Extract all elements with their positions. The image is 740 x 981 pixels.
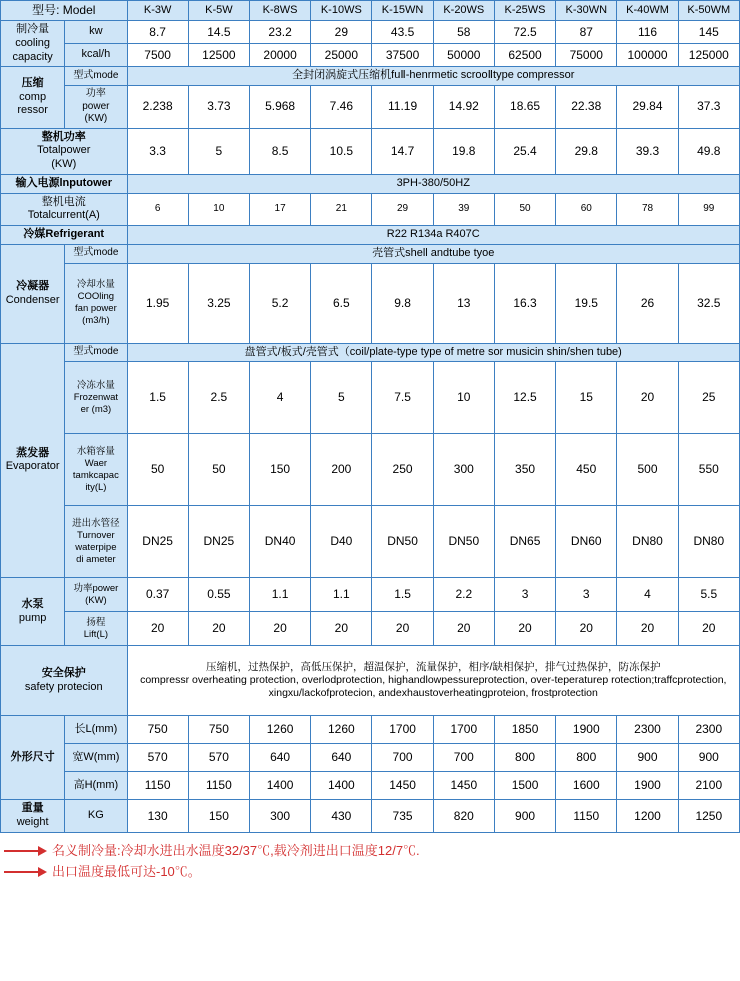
dimension-width-7: 800 <box>494 744 555 772</box>
weight-8: 1150 <box>556 800 617 833</box>
total-power-7: 25.4 <box>494 128 555 174</box>
pump-power-label-unit: (KW) <box>85 594 107 606</box>
safety-label <box>1 646 128 716</box>
dimension-width-3: 640 <box>249 744 310 772</box>
evaporator-tank-5: 250 <box>372 434 433 506</box>
condenser-label <box>1 244 65 343</box>
condenser-water-7: 16.3 <box>494 263 555 343</box>
arrow-icon <box>4 866 50 878</box>
safety-label-cn: 安全保护 <box>41 667 86 679</box>
dimension-length-9: 2300 <box>617 716 678 744</box>
cooling-kcal-4: 25000 <box>311 44 372 67</box>
evaporator-tank-label <box>65 434 127 506</box>
evaporator-pipe-6: DN50 <box>433 506 494 578</box>
table-row-weight <box>1 800 740 833</box>
model-k50wm: K-50WM <box>678 1 739 21</box>
total-power-5: 14.7 <box>372 128 433 174</box>
model-k8ws: K-8WS <box>249 1 310 21</box>
dimension-width-6: 700 <box>433 744 494 772</box>
evaporator-frozen-3: 4 <box>249 362 310 434</box>
compressor-power-1: 2.238 <box>127 86 188 129</box>
dimension-width-2: 570 <box>188 744 249 772</box>
pump-lift-10: 20 <box>678 612 739 646</box>
dimension-unit-width: 宽W(mm) <box>65 744 127 772</box>
weight-5: 735 <box>372 800 433 833</box>
table-row-model <box>1 1 740 21</box>
dimension-length-7: 1850 <box>494 716 555 744</box>
total-power-1: 3.3 <box>127 128 188 174</box>
footnote-1 <box>4 841 736 862</box>
weight-2: 150 <box>188 800 249 833</box>
weight-7: 900 <box>494 800 555 833</box>
total-power-label <box>1 128 128 174</box>
evaporator-tank-1: 50 <box>127 434 188 506</box>
table-row-evaporator-tank <box>1 434 740 506</box>
compressor-type-label: 型式mode <box>65 67 127 86</box>
table-row-cooling-kcal <box>1 44 740 67</box>
model-k25ws: K-25WS <box>494 1 555 21</box>
evaporator-pipe-5: DN50 <box>372 506 433 578</box>
evaporator-frozen-label-cn: 冷冻水量 <box>76 379 115 391</box>
pump-lift-5: 20 <box>372 612 433 646</box>
table-row-refrigerant <box>1 226 740 245</box>
evaporator-type-value: 盘管式/板式/壳管式（coil/plate-type type of metre sor musicin shin/shen tube) <box>127 343 739 362</box>
pump-power-10: 5.5 <box>678 578 739 612</box>
cooling-kcal-10: 125000 <box>678 44 739 67</box>
cooling-kcal-8: 75000 <box>556 44 617 67</box>
dimension-width-5: 700 <box>372 744 433 772</box>
pump-power-label-cn: 功率power <box>73 582 119 594</box>
pump-power-7: 3 <box>494 578 555 612</box>
evaporator-tank-4: 200 <box>311 434 372 506</box>
evaporator-pipe-1: DN25 <box>127 506 188 578</box>
table-row-safety <box>1 646 740 716</box>
model-k40wm: K-40WM <box>617 1 678 21</box>
cooling-unit-kw: kw <box>65 21 127 44</box>
dimension-length-2: 750 <box>188 716 249 744</box>
weight-label-cn: 重量 <box>21 802 44 815</box>
model-k10ws: K-10WS <box>311 1 372 21</box>
table-row-condenser-water <box>1 263 740 343</box>
cooling-kw-9: 116 <box>617 21 678 44</box>
table-row-dimension-length <box>1 716 740 744</box>
total-power-3: 8.5 <box>249 128 310 174</box>
total-power-9: 39.3 <box>617 128 678 174</box>
evaporator-tank-label-en1: Waer <box>84 457 108 469</box>
cooling-kw-1: 8.7 <box>127 21 188 44</box>
evaporator-frozen-2: 2.5 <box>188 362 249 434</box>
pump-label-cn: 水泵 <box>21 598 44 610</box>
pump-power-4: 1.1 <box>311 578 372 612</box>
table-row-evaporator-type <box>1 343 740 362</box>
pump-lift-3: 20 <box>249 612 310 646</box>
cooling-kw-10: 145 <box>678 21 739 44</box>
evaporator-label-cn: 蒸发器 <box>16 446 50 459</box>
evaporator-frozen-10: 25 <box>678 362 739 434</box>
pump-lift-6: 20 <box>433 612 494 646</box>
evaporator-pipe-label-en1: Turnover <box>77 529 115 541</box>
table-row-compressor-type <box>1 67 740 86</box>
evaporator-pipe-label-cn: 进出水管径 <box>72 518 120 529</box>
evaporator-tank-2: 50 <box>188 434 249 506</box>
model-k5w: K-5W <box>188 1 249 21</box>
evaporator-pipe-label <box>65 506 127 578</box>
table-row-cooling-kw <box>1 21 740 44</box>
compressor-label-cn: 压缩 <box>21 76 44 89</box>
dimension-height-5: 1450 <box>372 772 433 800</box>
dimension-length-5: 1700 <box>372 716 433 744</box>
dimension-height-3: 1400 <box>249 772 310 800</box>
compressor-power-6: 14.92 <box>433 86 494 129</box>
dimension-height-2: 1150 <box>188 772 249 800</box>
dimension-height-9: 1900 <box>617 772 678 800</box>
evaporator-frozen-5: 7.5 <box>372 362 433 434</box>
table-row-evaporator-frozen <box>1 362 740 434</box>
condenser-water-4: 6.5 <box>311 263 372 343</box>
condenser-fan-label-en1: COOling <box>77 291 115 303</box>
dimension-length-6: 1700 <box>433 716 494 744</box>
cooling-capacity-label <box>1 21 65 67</box>
compressor-power-10: 37.3 <box>678 86 739 129</box>
dimension-length-4: 1260 <box>311 716 372 744</box>
condenser-water-5: 9.8 <box>372 263 433 343</box>
compressor-label <box>1 67 65 128</box>
model-label: 型号: Model <box>1 1 128 21</box>
table-row-total-current <box>1 193 740 226</box>
compressor-power-9: 29.84 <box>617 86 678 129</box>
cooling-kw-6: 58 <box>433 21 494 44</box>
cooling-kw-5: 43.5 <box>372 21 433 44</box>
pump-lift-7: 20 <box>494 612 555 646</box>
weight-6: 820 <box>433 800 494 833</box>
total-current-2: 10 <box>188 193 249 226</box>
evaporator-pipe-7: DN65 <box>494 506 555 578</box>
footnote-2-text: 出口温度最低可达-10℃。 <box>52 863 201 879</box>
weight-9: 1200 <box>617 800 678 833</box>
evaporator-pipe-8: DN60 <box>556 506 617 578</box>
evaporator-frozen-7: 12.5 <box>494 362 555 434</box>
dimension-height-1: 1150 <box>127 772 188 800</box>
evaporator-frozen-4: 5 <box>311 362 372 434</box>
total-power-label-cn: 整机功率 <box>41 130 86 143</box>
model-k15wn: K-15WN <box>372 1 433 21</box>
dimension-width-1: 570 <box>127 744 188 772</box>
total-current-label-en: Totalcurrent(A) <box>27 209 100 222</box>
cooling-kcal-1: 7500 <box>127 44 188 67</box>
evaporator-pipe-label-en2: waterpipe <box>75 541 117 553</box>
dimension-unit-height: 高H(mm) <box>65 772 127 800</box>
safety-value <box>127 646 739 716</box>
pump-power-2: 0.55 <box>188 578 249 612</box>
pump-lift-label-cn: 扬程 <box>86 616 106 628</box>
cooling-kcal-2: 12500 <box>188 44 249 67</box>
total-current-4: 21 <box>311 193 372 226</box>
compressor-type-value: 全封闭涡旋式压缩机fuⅡ-henrmetic scrooⅡtype compressor <box>127 67 739 86</box>
table-row-condenser-type <box>1 244 740 263</box>
total-current-7: 50 <box>494 193 555 226</box>
pump-power-6: 2.2 <box>433 578 494 612</box>
weight-label-en: weight <box>16 816 49 828</box>
evaporator-frozen-9: 20 <box>617 362 678 434</box>
cooling-kw-7: 72.5 <box>494 21 555 44</box>
model-k30wn: K-30WN <box>556 1 617 21</box>
weight-label <box>1 800 65 833</box>
cooling-kw-3: 23.2 <box>249 21 310 44</box>
dimension-height-7: 1500 <box>494 772 555 800</box>
compressor-label-en2: ressor <box>17 104 48 117</box>
weight-unit: KG <box>65 800 127 833</box>
condenser-water-9: 26 <box>617 263 678 343</box>
evaporator-pipe-9: DN80 <box>617 506 678 578</box>
condenser-fan-label-cn: 冷却水量 <box>76 279 115 291</box>
condenser-type-value: 壳管式shell andtube tyoe <box>127 244 739 263</box>
evaporator-pipe-3: DN40 <box>249 506 310 578</box>
condenser-fan-label-en2: fan power <box>75 303 117 314</box>
safety-text-en: compressr overheating protection, overlodprotection, highandlowpessureprotection, over-teperaturep rotection;traffcprotection, xingxu/lackofprotecion, andexhaustoverheatingproteion, frostprotection <box>140 674 727 700</box>
compressor-power-8: 22.38 <box>556 86 617 129</box>
condenser-water-1: 1.95 <box>127 263 188 343</box>
weight-10: 1250 <box>678 800 739 833</box>
condenser-water-10: 32.5 <box>678 263 739 343</box>
input-power-label: 输入电源lnputower <box>1 174 128 193</box>
pump-lift-4: 20 <box>311 612 372 646</box>
evaporator-pipe-label-en3: di ameter <box>76 553 116 565</box>
refrigerant-value: R22 R134a R407C <box>127 226 739 245</box>
total-current-label <box>1 193 128 226</box>
evaporator-frozen-8: 15 <box>556 362 617 434</box>
total-power-6: 19.8 <box>433 128 494 174</box>
compressor-power-label-cn: 功率 <box>85 88 106 99</box>
footnote-1-text: 名义制冷量:冷却水进出水温度32/37℃,载冷剂进出口温度12/7℃. <box>52 842 420 858</box>
evaporator-tank-9: 500 <box>617 434 678 506</box>
table-row-total-power <box>1 128 740 174</box>
cooling-kw-8: 87 <box>556 21 617 44</box>
dimension-length-1: 750 <box>127 716 188 744</box>
model-k20ws: K-20WS <box>433 1 494 21</box>
cooling-kw-2: 14.5 <box>188 21 249 44</box>
total-current-5: 29 <box>372 193 433 226</box>
cooling-capacity-label-en2: capacity <box>12 50 53 63</box>
evaporator-label-en: Evaporator <box>5 460 60 473</box>
dimension-length-3: 1260 <box>249 716 310 744</box>
weight-3: 300 <box>249 800 310 833</box>
condenser-fan-label <box>65 263 127 343</box>
pump-lift-label <box>65 612 127 646</box>
evaporator-tank-8: 450 <box>556 434 617 506</box>
total-current-8: 60 <box>556 193 617 226</box>
total-current-6: 39 <box>433 193 494 226</box>
safety-label-en: safety protecion <box>24 680 103 693</box>
total-power-2: 5 <box>188 128 249 174</box>
dimension-width-9: 900 <box>617 744 678 772</box>
evaporator-frozen-label-en1: Frozenwat <box>73 391 119 403</box>
total-power-label-en: Totalpower <box>37 144 91 157</box>
total-current-label-cn: 整机电流 <box>41 195 86 208</box>
pump-power-5: 1.5 <box>372 578 433 612</box>
dimension-height-8: 1600 <box>556 772 617 800</box>
weight-4: 430 <box>311 800 372 833</box>
dimension-length-10: 2300 <box>678 716 739 744</box>
pump-lift-label-en: Lift(L) <box>83 628 109 640</box>
table-row-dimension-width <box>1 744 740 772</box>
total-power-label-unit: (KW) <box>51 158 77 170</box>
evaporator-frozen-label <box>65 362 127 434</box>
table-row-dimension-height <box>1 772 740 800</box>
dimension-width-8: 800 <box>556 744 617 772</box>
compressor-power-2: 3.73 <box>188 86 249 129</box>
condenser-water-3: 5.2 <box>249 263 310 343</box>
evaporator-pipe-2: DN25 <box>188 506 249 578</box>
table-row-input-power <box>1 174 740 193</box>
total-power-4: 10.5 <box>311 128 372 174</box>
table-row-compressor-power <box>1 86 740 129</box>
pump-power-label <box>65 578 127 612</box>
table-row-evaporator-pipe <box>1 506 740 578</box>
total-current-1: 6 <box>127 193 188 226</box>
evaporator-pipe-10: DN80 <box>678 506 739 578</box>
evaporator-frozen-6: 10 <box>433 362 494 434</box>
dimension-unit-length: 长L(mm) <box>65 716 127 744</box>
cooling-unit-kcal: kcal/h <box>65 44 127 67</box>
condenser-label-cn: 冷凝器 <box>16 279 50 292</box>
evaporator-frozen-1: 1.5 <box>127 362 188 434</box>
compressor-power-5: 11.19 <box>372 86 433 129</box>
cooling-kw-4: 29 <box>311 21 372 44</box>
compressor-label-en1: comp <box>19 90 47 103</box>
total-current-3: 17 <box>249 193 310 226</box>
total-power-8: 29.8 <box>556 128 617 174</box>
condenser-label-en: Condenser <box>5 293 60 306</box>
condenser-type-label: 型式mode <box>65 244 127 263</box>
total-power-10: 49.8 <box>678 128 739 174</box>
evaporator-frozen-label-en2: er (m3) <box>80 403 112 415</box>
dimension-width-10: 900 <box>678 744 739 772</box>
dimension-width-4: 640 <box>311 744 372 772</box>
pump-label <box>1 578 65 646</box>
pump-lift-1: 20 <box>127 612 188 646</box>
compressor-power-7: 18.65 <box>494 86 555 129</box>
footnote-2 <box>4 862 736 883</box>
cooling-kcal-7: 62500 <box>494 44 555 67</box>
dimensions-label: 外形尺寸 <box>1 716 65 800</box>
evaporator-tank-7: 350 <box>494 434 555 506</box>
input-power-value: 3PH-380/50HZ <box>127 174 739 193</box>
model-k3w: K-3W <box>127 1 188 21</box>
cooling-capacity-label-cn: 制冷量 <box>16 23 50 35</box>
evaporator-tank-6: 300 <box>433 434 494 506</box>
pump-lift-2: 20 <box>188 612 249 646</box>
pump-lift-8: 20 <box>556 612 617 646</box>
arrow-icon <box>4 845 50 857</box>
condenser-water-8: 19.5 <box>556 263 617 343</box>
total-current-9: 78 <box>617 193 678 226</box>
evaporator-label <box>1 343 65 578</box>
compressor-power-label-unit: (KW) <box>84 113 108 124</box>
pump-power-9: 4 <box>617 578 678 612</box>
evaporator-tank-label-en3: ity(L) <box>85 481 107 493</box>
pump-lift-9: 20 <box>617 612 678 646</box>
weight-1: 130 <box>127 800 188 833</box>
evaporator-type-label: 型式mode <box>65 343 127 362</box>
evaporator-pipe-4: D40 <box>311 506 372 578</box>
dimension-height-4: 1400 <box>311 772 372 800</box>
pump-power-3: 1.1 <box>249 578 310 612</box>
refrigerant-label: 冷媒Refrigerant <box>1 226 128 245</box>
cooling-kcal-9: 100000 <box>617 44 678 67</box>
evaporator-tank-3: 150 <box>249 434 310 506</box>
safety-text-cn: 压缩机，过热保护，高低压保护，超温保护，流量保护，相序/缺相保护，排气过热保护，防冻保护 <box>206 661 661 674</box>
compressor-power-label <box>65 86 127 129</box>
compressor-power-3: 5.968 <box>249 86 310 129</box>
condenser-water-2: 3.25 <box>188 263 249 343</box>
dimension-height-10: 2100 <box>678 772 739 800</box>
compressor-power-4: 7.46 <box>311 86 372 129</box>
pump-label-en: pump <box>18 611 47 624</box>
pump-power-1: 0.37 <box>127 578 188 612</box>
cooling-capacity-label-en1: cooling <box>15 36 51 49</box>
footnotes <box>0 833 740 885</box>
cooling-kcal-6: 50000 <box>433 44 494 67</box>
dimension-height-6: 1450 <box>433 772 494 800</box>
evaporator-tank-label-en2: tamkcapac <box>72 469 119 481</box>
pump-power-8: 3 <box>556 578 617 612</box>
condenser-water-6: 13 <box>433 263 494 343</box>
dimension-length-8: 1900 <box>556 716 617 744</box>
compressor-power-label-en: power <box>82 100 110 112</box>
total-current-10: 99 <box>678 193 739 226</box>
evaporator-tank-10: 550 <box>678 434 739 506</box>
table-row-pump-lift <box>1 612 740 646</box>
condenser-fan-label-unit: (m3/h) <box>82 314 110 326</box>
evaporator-tank-label-cn: 水箱容量 <box>76 446 115 457</box>
table-row-pump-power <box>1 578 740 612</box>
cooling-kcal-3: 20000 <box>249 44 310 67</box>
cooling-kcal-5: 37500 <box>372 44 433 67</box>
